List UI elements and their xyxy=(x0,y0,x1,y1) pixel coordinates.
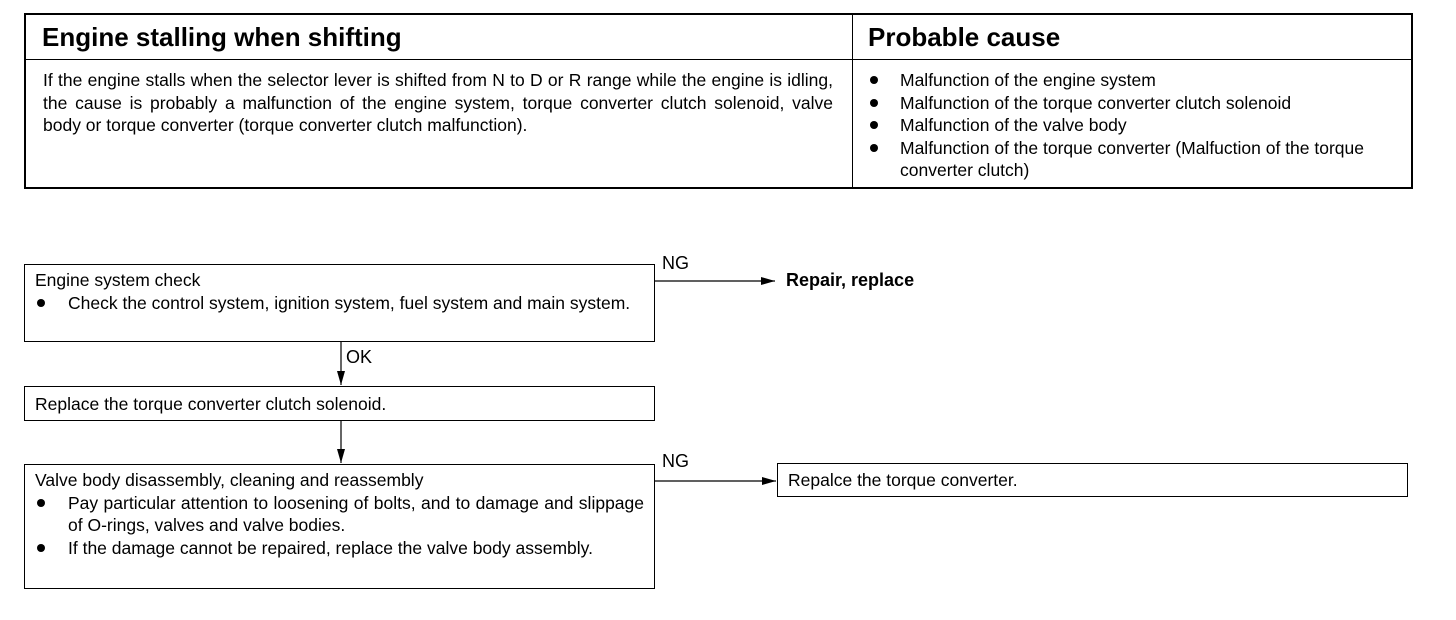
bullet-icon xyxy=(870,121,878,129)
table-column-divider xyxy=(852,15,853,187)
symptom-heading: Engine stalling when shifting xyxy=(42,22,402,52)
valve-body-list xyxy=(35,492,644,560)
ng-label: NG xyxy=(662,253,689,273)
table-header-divider xyxy=(26,59,1411,60)
bullet-icon xyxy=(37,544,45,552)
cause-item-text: Malfunction of the valve body xyxy=(900,115,1127,135)
probable-cause-list xyxy=(868,69,1403,182)
replace-solenoid-text: Replace the torque converter clutch solenoid. xyxy=(35,394,387,414)
ng-label: NG xyxy=(662,451,689,471)
repair-replace-label: Repair, replace xyxy=(786,270,915,290)
engine-system-check-box xyxy=(24,264,655,342)
list-item-text: If the damage cannot be repaired, replace the valve body assembly. xyxy=(68,537,593,558)
cause-item-text: Malfunction of the torque converter clutch solenoid xyxy=(900,92,1292,113)
list-item-text: Check the control system, ignition system, fuel system and main system. xyxy=(68,292,631,313)
cause-item xyxy=(868,92,1403,115)
engine-check-list xyxy=(35,292,644,315)
list-item xyxy=(35,537,644,560)
symptom-table xyxy=(24,13,1413,189)
cause-item-text: Malfunction of the engine system xyxy=(900,70,1156,90)
list-item-text: Pay particular attention to loosening of bolts, and to damage and slippage of O-rings, valves and valve bodies. xyxy=(68,492,644,535)
list-item xyxy=(35,292,644,315)
list-item xyxy=(35,492,644,537)
bullet-icon xyxy=(870,76,878,84)
probable-cause-heading: Probable cause xyxy=(868,22,1061,52)
bullet-icon xyxy=(870,99,878,107)
engine-check-title: Engine system check xyxy=(35,270,201,290)
cause-item xyxy=(868,69,1403,92)
replace-torque-converter-text: Repalce the torque converter. xyxy=(788,470,1018,490)
symptom-description: If the engine stalls when the selector lever is shifted from N to D or R range while the engine is idling, the cause is probably a malfunction of the engine system, torque converter clutch solenoid, valve body or torque converter (torque converter clutch malfunction). xyxy=(43,70,833,135)
replace-solenoid-box xyxy=(24,386,655,421)
cause-item xyxy=(868,114,1403,137)
valve-body-title: Valve body disassembly, cleaning and reassembly xyxy=(35,470,424,490)
valve-body-box xyxy=(24,464,655,589)
cause-item xyxy=(868,137,1403,182)
ok-label: OK xyxy=(346,347,373,367)
replace-torque-converter-box xyxy=(777,463,1408,497)
cause-item-text: Malfunction of the torque converter (Malfuction of the torque converter clutch) xyxy=(900,137,1365,180)
bullet-icon xyxy=(37,499,45,507)
bullet-icon xyxy=(37,299,45,307)
bullet-icon xyxy=(870,144,878,152)
